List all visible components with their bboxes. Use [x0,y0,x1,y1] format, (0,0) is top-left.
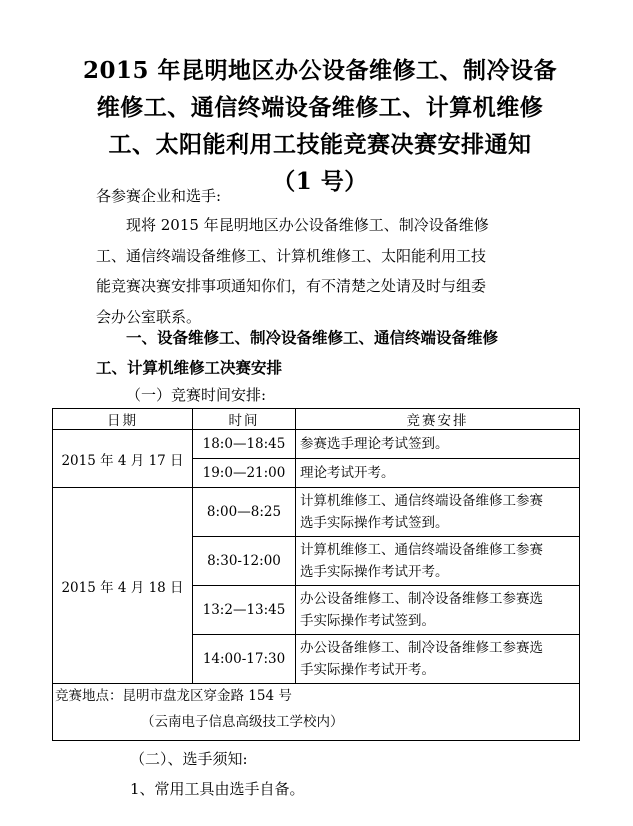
intro-line: 能竞赛决赛安排事项通知你们，有不清楚之处请及时与组委 [96,277,487,295]
arrangement-cell [296,488,580,537]
arrangement-line: 选手实际操作考试签到。 [300,515,449,531]
intro-line: 工、通信终端设备维修工、计算机维修工、太阳能利用工技 [96,246,487,265]
time-cell: 13:2—13:45 [193,586,296,635]
arrangement-line: 理论考试开考。 [300,465,395,481]
arrangement-cell [296,586,580,635]
section-line: 一、设备维修工、制冷设备维修工、通信终端设备维修 [126,328,499,347]
notice-item-1: 1、常用工具由选手自备。 [130,780,305,798]
document-title [60,52,580,200]
arrangement-line: 计算机维修工、通信终端设备维修工参赛 [300,542,543,558]
table-header-row [53,409,580,430]
arrangement-cell [296,459,580,488]
schedule-table [52,408,580,684]
date-cell: 2015 年 4 月 17 日 [53,430,193,488]
title-line: 2015 年昆明地区办公设备维修工、制冷设备 [82,57,558,84]
section-line: 工、计算机维修工决赛安排 [96,358,283,377]
header-date: 日期 [53,409,193,430]
title-line: 维修工、通信终端设备维修工、计算机维修 [96,94,544,121]
date-cell: 2015 年 4 月 18 日 [53,488,193,684]
table-row [53,430,580,459]
table-row [53,488,580,537]
arrangement-cell [296,537,580,586]
title-line: （1 号） [272,168,368,195]
arrangement-line: 计算机维修工、通信终端设备维修工参赛 [300,493,543,509]
time-cell: 14:00-17:30 [193,635,296,684]
arrangement-cell [296,430,580,459]
intro-line: 现将 2015 年昆明地区办公设备维修工、制冷设备维修 [126,216,489,234]
header-arrangement: 竞赛安排 [296,409,580,430]
header-time: 时间 [193,409,296,430]
time-cell: 8:30-12:00 [193,537,296,586]
salutation: 各参赛企业和选手: [96,187,222,205]
arrangement-line: 选手实际操作考试开考。 [300,564,449,580]
time-cell: 18:0—18:45 [193,430,296,459]
arrangement-line: 办公设备维修工、制冷设备维修工参赛选 [300,591,543,607]
section-heading-1 [96,323,546,383]
intro-line: 会办公室联系。 [96,307,202,326]
venue-box [52,676,580,741]
intro-paragraph [96,210,546,332]
time-cell: 19:0—21:00 [193,459,296,488]
title-line: 工、太阳能利用工技能竞赛决赛安排通知 [108,131,532,158]
subsection-heading-2: （二）、选手须知: [130,750,248,768]
time-cell: 8:00—8:25 [193,488,296,537]
arrangement-line: 参赛选手理论考试签到。 [300,436,449,452]
arrangement-line: 手实际操作考试开考。 [300,662,435,678]
arrangement-line: 手实际操作考试签到。 [300,613,435,629]
subsection-heading-1: （一）竞赛时间安排: [126,386,267,404]
arrangement-line: 办公设备维修工、制冷设备维修工参赛选 [300,640,543,656]
venue-address: 竞赛地点：昆明市盘龙区穿金路 154 号 [55,688,292,704]
venue-school: （云南电子信息高级技工学校内） [141,714,344,730]
